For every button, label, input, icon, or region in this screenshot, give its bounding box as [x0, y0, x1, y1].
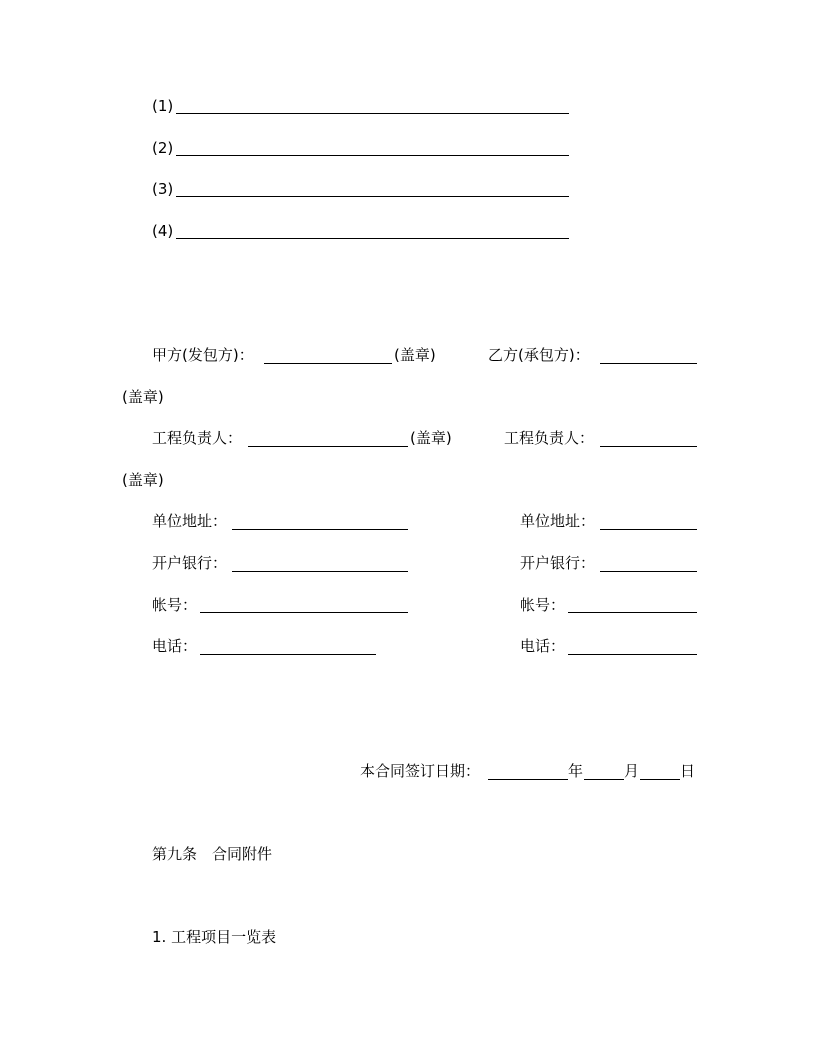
party-a-address-blank: [232, 529, 408, 530]
party-a-label: 甲方(发包方)：: [152, 346, 254, 364]
party-b-account-blank: [568, 612, 697, 613]
attachment-item-1: 1. 工程项目一览表: [152, 928, 277, 946]
signing-year-suffix: 年: [568, 762, 584, 780]
party-b-seal-wrap: (盖章): [122, 388, 164, 406]
item-3-blank: [176, 196, 569, 197]
item-1-blank: [176, 113, 569, 114]
party-b-blank: [600, 363, 697, 364]
article-title: 第九条 合同附件: [152, 845, 273, 863]
signing-day-suffix: 日: [680, 762, 696, 780]
party-a-seal: (盖章): [394, 346, 436, 364]
party-b-phone-label: 电话：: [520, 637, 566, 655]
item-2-blank: [176, 155, 569, 156]
signing-day-blank: [640, 779, 680, 780]
party-a-manager-seal: (盖章): [410, 429, 452, 447]
signing-month-suffix: 月: [624, 762, 640, 780]
party-b-label: 乙方(承包方)：: [488, 346, 590, 364]
party-a-address-label: 单位地址：: [152, 512, 228, 530]
party-a-manager-label: 工程负责人：: [152, 429, 243, 447]
party-a-manager-blank: [248, 446, 408, 447]
party-a-phone-label: 电话：: [152, 637, 198, 655]
signing-month-blank: [584, 779, 624, 780]
party-b-bank-label: 开户银行：: [520, 554, 596, 572]
party-a-phone-blank: [200, 654, 376, 655]
item-4-label: (4): [152, 222, 174, 240]
party-b-address-blank: [600, 529, 697, 530]
signing-year-blank: [488, 779, 568, 780]
signing-date-label: 本合同签订日期：: [360, 762, 481, 780]
party-b-bank-blank: [600, 571, 697, 572]
item-1-label: (1): [152, 97, 174, 115]
item-4-blank: [176, 238, 569, 239]
party-b-manager-seal-wrap: (盖章): [122, 471, 164, 489]
party-a-bank-label: 开户银行：: [152, 554, 228, 572]
party-a-bank-blank: [232, 571, 408, 572]
party-a-account-label: 帐号：: [152, 596, 198, 614]
party-b-address-label: 单位地址：: [520, 512, 596, 530]
party-b-manager-label: 工程负责人：: [504, 429, 595, 447]
party-a-blank: [264, 363, 392, 364]
party-b-account-label: 帐号：: [520, 596, 566, 614]
item-2-label: (2): [152, 139, 174, 157]
item-3-label: (3): [152, 180, 174, 198]
party-a-account-blank: [200, 612, 408, 613]
party-b-phone-blank: [568, 654, 697, 655]
party-b-manager-blank: [600, 446, 697, 447]
